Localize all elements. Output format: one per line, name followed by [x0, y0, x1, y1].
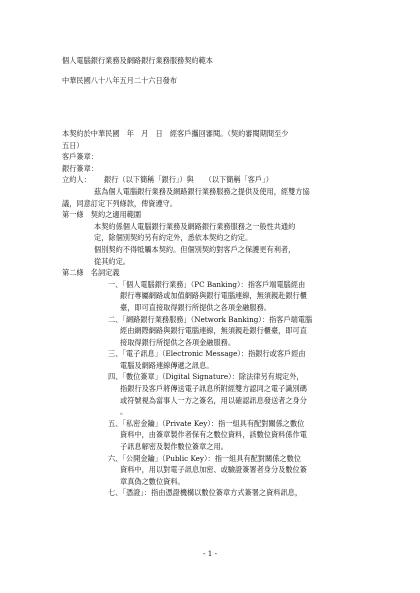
document-title: 個人電腦銀行業務及網路銀行業務服務契約範本: [62, 56, 213, 65]
article-1-line: 本契約係個人電腦銀行業務及網路銀行業務服務之一般性共通約: [94, 221, 296, 231]
article-1-line: 從其約定。: [94, 256, 130, 266]
intro-line-cont: 議，同意訂定下列條款，俾資遵守。: [62, 198, 178, 208]
review-line: 本契約於中華民國 年 月 日 經客戶攜回審閱。（契約審閱期間至少: [62, 129, 289, 138]
definition-cont: 臺，即可直接取得銀行所提供之各項金融服務。: [120, 302, 271, 312]
article-2-heading: 第二條 名詞定義: [62, 268, 120, 278]
definition-cont: 子訊息解密及製作數位簽章之用。: [120, 442, 228, 452]
definition-cont: 章真偽之數位資料。: [120, 476, 185, 486]
definition-item: 一、「個人電腦銀行業務」（PC Banking）：指客戶端電腦經由: [108, 279, 306, 289]
definition-cont: 接取得銀行所提供之各項金融服務。: [120, 337, 236, 347]
article-1-line: 定，除個別契約另有約定外，悉依本契約之約定。: [94, 233, 253, 243]
contract-body: [62, 128, 362, 499]
client-signature: 客戶簽章：: [62, 152, 98, 162]
definition-item: 三、「電子訊息」（Electronic Message）：指銀行或客戶經由: [108, 349, 306, 359]
definition-item: 二、「網路銀行業務服務」（Network Banking）：指客戶端電腦: [108, 314, 313, 324]
bank-signature: 銀行簽章：: [62, 163, 98, 173]
review-line-cont: 五日）: [62, 140, 84, 150]
parties-text: 銀行（以下簡稱「銀行」）與 （以下簡稱「客戶」）: [104, 175, 273, 185]
definition-cont: 指銀行及客戶將傳送電子訊息所附經雙方認同之電子識別碼: [120, 384, 307, 394]
parties-label: 立約人：: [62, 175, 91, 185]
article-1-heading: 第一條 契約之適用範圍: [62, 210, 142, 220]
definition-cont: 或符號視為當事人一方之簽名，用以確認訊息發送者之身分: [120, 395, 307, 405]
definition-cont: 資料中，由簽章製作者保有之數位資料，該數位資料係作電: [120, 430, 307, 440]
definition-cont: 電腦及網路連線傳遞之訊息。: [120, 360, 214, 370]
definition-item: 四、「數位簽章」（Digital Signature）：除法律另有規定外，: [108, 372, 304, 382]
intro-line: 茲為個人電腦銀行業務及網路銀行業務服務之提供及使用，經雙方協: [94, 186, 310, 196]
definition-item: 七、「憑證」：指由憑證機構以數位簽章方式簽署之資料訊息，: [108, 488, 303, 498]
definition-item: 六、「公開金鑰」（Public Key）：指一組具有配對關係之數位: [108, 453, 301, 463]
definition-cont: 經由網際網路與銀行電腦連線，無須親赴銀行櫃臺，即可直: [120, 326, 307, 336]
definition-item: 五、「私密金鑰」（Private Key）：指一組具有配對關係之數位: [108, 418, 305, 428]
article-1-line: 個別契約不得牴觸本契約。但個別契約對客戶之保護更有利者，: [94, 244, 296, 254]
publish-date: 中華民國八十八年五月二十六日發布: [62, 76, 178, 85]
definition-cont: 銀行專屬網路或加值網路與銀行電腦連線，無須親赴銀行櫃: [120, 291, 307, 301]
parties-line: [62, 174, 362, 186]
page-number: - 1 -: [203, 549, 217, 558]
definition-cont: 資料中，用以對電子訊息加密、或驗證簽署者身分及數位簽: [120, 465, 307, 475]
definition-cont: 。: [120, 407, 128, 417]
